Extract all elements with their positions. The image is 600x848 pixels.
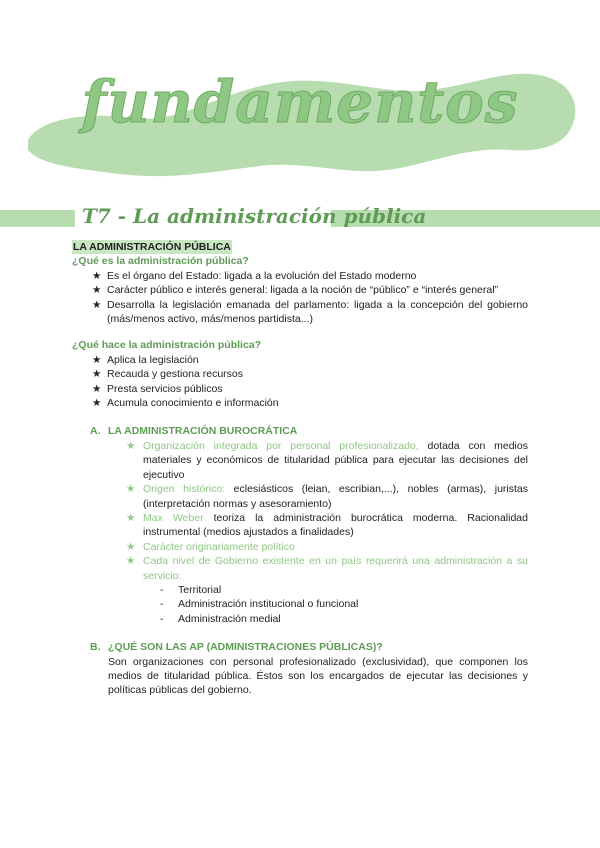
star-icon: ★ — [92, 269, 102, 282]
bullet-list — [72, 269, 528, 327]
list-item: ★ Organización integrada por personal profesionalizado, dotada con medios materiales y económicos de titularidad pública para ejecutar las decisiones del ejecutivo — [126, 439, 528, 481]
section-a-heading: A. LA ADMINISTRACIÓN BUROCRÁTICA — [90, 425, 298, 438]
star-icon: ★ — [92, 368, 102, 381]
section-b-heading: B. ¿QUÉ SON LAS AP (ADMINISTRACIONES PÚBLICAS)? — [90, 641, 383, 654]
section-b-paragraph: Son organizaciones con personal profesionalizado (exclusividad), que componen los medios de titularidad pública. Éstos son los encargados de ejecutar las decisiones y políticas públicas del gobierno. — [108, 655, 528, 697]
document-body — [72, 240, 528, 698]
list-item: ★ Es el órgano del Estado: ligada a la evolución del Estado moderno — [92, 269, 417, 282]
sub-list-item: - Territorial — [160, 583, 222, 596]
list-item: ★ Acumula conocimiento e información — [92, 397, 279, 410]
star-icon: ★ — [126, 555, 136, 568]
star-icon: ★ — [126, 439, 136, 452]
sub-list-item: - Administración institucional o funcional — [160, 598, 359, 611]
section-heading: LA ADMINISTRACIÓN PÚBLICA — [73, 241, 231, 253]
list-item: ★ Origen histórico: eclesiásticos (leian, escribian,...), nobles (armas), juristas (interpretación normas y asesoramiento) — [126, 483, 529, 510]
list-item: ★ Max Weber teoriza la administración burocrática moderna. Racionalidad instrumental (medios ajustados a finalidades) — [126, 511, 528, 539]
star-icon: ★ — [126, 511, 136, 524]
star-icon: ★ — [92, 298, 102, 311]
list-item: ★ Desarrolla la legislación emanada del parlamento: ligada a la concepción del gobierno (más/menos activo, más/menos partidista...) — [92, 298, 528, 326]
list-item: ★ Carácter público e interés general: ligada a la noción de “público” e “interés general” — [92, 284, 499, 297]
star-icon: ★ — [92, 284, 102, 297]
page-title: fundamentos — [81, 68, 519, 136]
list-item: ★ Cada nivel de Gobierno existente en un país requerirá una administración a su servicio: - Territorial - Administración institucional o funcional - Administración medial — [126, 555, 528, 625]
topic-title: T7 - La administración pública — [82, 204, 427, 228]
list-item: ★ Carácter originariamente político — [126, 540, 295, 553]
star-icon: ★ — [126, 540, 136, 553]
question-heading: ¿Qué es la administración pública? — [72, 255, 249, 268]
star-icon: ★ — [126, 483, 136, 496]
list-item: ★ Aplica la legislación — [92, 353, 199, 366]
list-item: ★ Presta servicios públicos — [92, 382, 223, 395]
sub-list-item: - Administración medial — [160, 612, 281, 625]
subtitle-bar-left — [0, 210, 75, 227]
bullet-list — [72, 439, 528, 626]
star-icon: ★ — [92, 397, 102, 410]
sub-list — [143, 583, 528, 626]
star-icon: ★ — [92, 353, 102, 366]
list-item: ★ Recauda y gestiona recursos — [92, 368, 243, 381]
star-icon: ★ — [92, 382, 102, 395]
question-heading: ¿Qué hace la administración pública? — [72, 339, 262, 352]
bullet-list — [72, 353, 528, 411]
